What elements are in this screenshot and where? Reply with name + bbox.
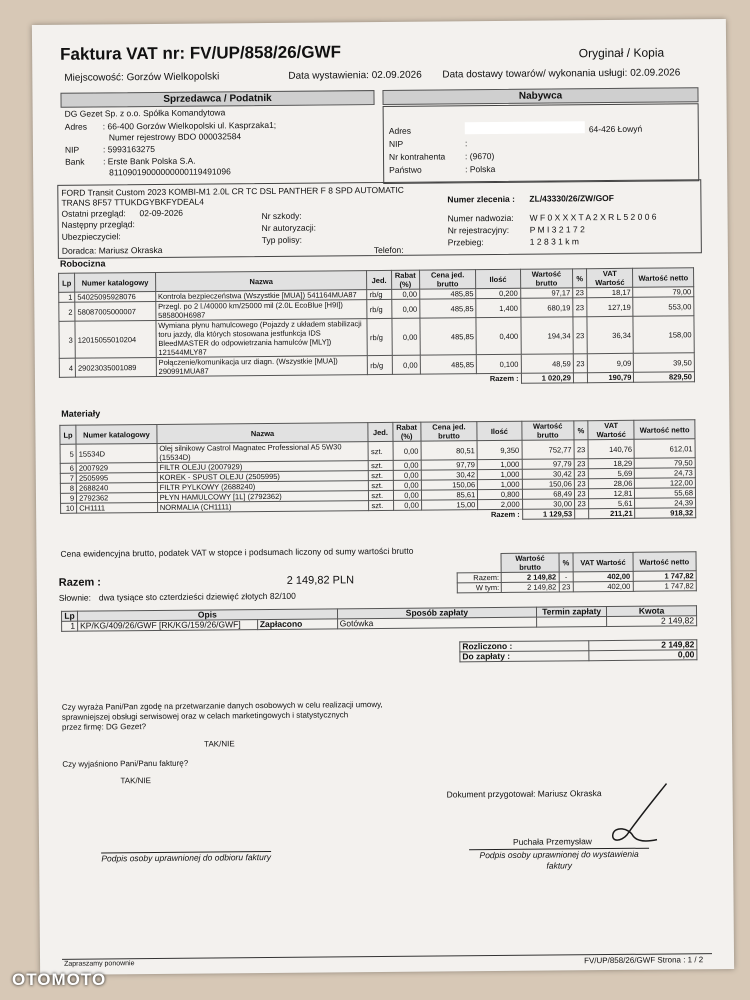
col-unit: Jed.	[368, 422, 392, 441]
materials-section-title: Materiały	[61, 408, 101, 419]
pay-amount: 2 149,82	[607, 616, 697, 627]
cell-pct: 23	[574, 469, 588, 479]
issuer-signature-line: Podpis osoby uprawnionej do wystawienia faktury	[469, 848, 649, 873]
cell-pct: 23	[574, 489, 588, 499]
cell-net: 158,00	[633, 316, 694, 354]
issuer-name: Puchała Przemysław	[512, 836, 592, 847]
cell-catalog: 2007929	[76, 462, 157, 473]
reg-number: P M I 3 2 1 7 2	[529, 224, 585, 235]
cell-name: Połączenie/komunikacja urz diagn. (Wszystkie [MUA]) 290991MUA87	[156, 356, 368, 377]
col-vat: VAT Wartość	[588, 420, 635, 439]
cell-unit: rb/g	[368, 355, 392, 374]
seller-bank: : Erste Bank Polska S.A.	[103, 155, 196, 167]
words-label: Słownie:	[58, 592, 92, 603]
table-row	[457, 581, 696, 593]
seller-account: 81109019000000000119491096	[109, 166, 231, 178]
cell-vat: 18,29	[588, 458, 634, 468]
payment-table	[61, 605, 697, 632]
materials-table	[59, 419, 696, 524]
pay-col-method: Sposób zapłaty	[337, 607, 537, 619]
invoice-sheet	[32, 19, 734, 975]
cell-discount: 0,00	[393, 460, 421, 470]
cell-net: 79,50	[635, 458, 696, 469]
cell-lp: 7	[60, 473, 76, 483]
cell-catalog: 12015055010204	[75, 320, 156, 358]
labor-table	[58, 267, 695, 388]
cell-discount: 0,00	[393, 500, 421, 510]
cell-qty: 0,800	[478, 489, 522, 499]
cell-pct: 23	[574, 479, 588, 489]
seller-address-label: Adres	[64, 121, 88, 132]
cell-qty: 2,000	[478, 499, 522, 509]
cell-price: 485,85	[420, 299, 477, 318]
cell-gross: 30,42	[522, 469, 574, 479]
cell-qty: 1,000	[477, 459, 521, 469]
cell-qty: 0,100	[477, 354, 522, 373]
cell-gross: 97,79	[522, 459, 574, 469]
vehicle-model-line2: TRANS 8F57 TTUKDGYBKFYDEAL4	[61, 196, 204, 208]
delivery-date: Data dostawy towarów/ wykonania usługi: 02.09.2026	[442, 67, 681, 81]
place: Miejscowość: Gorzów Wielkopolski	[64, 71, 220, 84]
settlement-table	[459, 639, 697, 662]
mileage-label: Przebieg:	[447, 237, 484, 248]
col-gross: Wartość brutto	[521, 421, 574, 440]
cell-lp: 6	[60, 463, 76, 473]
settled-label: Rozliczono :	[460, 641, 590, 652]
sum-net: 1 747,82	[633, 581, 697, 592]
col-catalog: Numer katalogowy	[75, 272, 156, 292]
cell-pct: 23	[573, 288, 587, 298]
pay-lp: 1	[62, 621, 78, 631]
cell-discount: 0,00	[391, 299, 419, 318]
cell-vat: 12,81	[589, 488, 635, 498]
cell-gross: 48,59	[521, 354, 574, 373]
col-pct: %	[574, 421, 588, 440]
buyer-box	[383, 103, 700, 184]
cell-lp: 9	[60, 493, 76, 503]
cell-net: 612,01	[634, 439, 695, 459]
seller-address-line1: : 66-400 Gorzów Wielkopolski ul. Kasprzaka1;	[102, 119, 277, 132]
cell-name: Kontrola bezpieczeństwa (Wszystkie [MUA]) 541164MUA87	[155, 290, 367, 302]
buyer-header: Nabywca	[382, 87, 698, 105]
cell-qty: 1,000	[478, 469, 522, 479]
footer-left: Zapraszamy ponownie	[64, 960, 135, 968]
cell-unit: szt.	[368, 441, 392, 460]
seller-header: Sprzedawca / Podatnik	[60, 90, 374, 108]
cell-discount: 0,00	[393, 490, 421, 500]
sum-col-gross: Wartość brutto	[501, 553, 558, 572]
next-review-label: Następny przegląd:	[61, 219, 135, 230]
last-review: 02-09-2026	[139, 207, 184, 219]
cell-vat: 5,69	[588, 468, 634, 478]
buyer-country: : Polska	[465, 164, 496, 175]
cell-qty: 1,400	[476, 298, 521, 317]
sum-row-label: Razem:	[457, 572, 501, 582]
vat-note: Cena ewidencyjna brutto, podatek VAT w stopce i podsumach liczony od sumy wartości brutto	[60, 545, 414, 559]
col-lp: Lp	[59, 273, 75, 292]
amount-in-words: dwa tysiące sto czterdzieści dziewięć złotych 82/100	[98, 590, 296, 603]
buyer-address: 64-426 Łowyń	[588, 123, 643, 135]
col-name: Nazwa	[155, 271, 367, 292]
cell-price: 15,00	[421, 500, 478, 510]
cell-price: 30,42	[421, 470, 478, 480]
cell-net: 55,68	[635, 488, 696, 499]
cell-catalog: 2505995	[76, 472, 157, 483]
sum-col-vat: VAT Wartość	[573, 552, 632, 572]
pay-col-amount: Kwota	[607, 606, 697, 617]
settled-amount: 2 149,82	[589, 640, 697, 651]
cell-name: KOREK - SPUST OLEJU (2505995)	[157, 471, 369, 483]
cell-unit: rb/g	[367, 318, 392, 355]
table-row	[59, 316, 694, 359]
handwritten-signature	[598, 779, 679, 850]
cell-name: FILTR PYLKOWY (2688240)	[157, 481, 369, 493]
table-row	[460, 650, 697, 662]
insurer-label: Ubezpieczyciel:	[61, 231, 121, 242]
col-lp: Lp	[60, 425, 76, 444]
cell-price: 485,85	[420, 289, 477, 299]
cell-pct: 23	[574, 440, 588, 459]
order-number: ZL/43330/26/ZW/GOF	[529, 192, 615, 204]
buyer-address-label: Adres	[388, 125, 412, 136]
cell-net: 39,50	[634, 353, 695, 373]
cell-vat: 5,61	[589, 498, 635, 508]
mileage: 1 2 8 3 1 k m	[529, 236, 579, 247]
seller-bank-label: Bank	[65, 156, 85, 167]
copy-label: Oryginał / Kopia	[578, 45, 665, 61]
cell-unit: rb/g	[367, 299, 391, 318]
pay-col-term: Termin zapłaty	[537, 607, 607, 618]
sum-col-pct: %	[558, 553, 573, 572]
vat-summary-table	[456, 551, 696, 593]
cell-gross: 150,06	[522, 479, 574, 489]
cell-discount: 0,00	[393, 470, 421, 480]
due-label: Do zapłaty :	[460, 651, 590, 662]
sum-net: 1 747,82	[633, 571, 697, 582]
cell-discount: 0,00	[393, 441, 421, 460]
col-price: Cena jed. brutto	[421, 422, 478, 441]
cell-qty: 0,400	[476, 317, 521, 354]
labor-total-vat: 190,79	[588, 372, 634, 382]
cell-discount: 0,00	[393, 480, 421, 490]
cell-net: 24,73	[635, 468, 696, 479]
cell-unit: szt.	[369, 500, 393, 510]
advisor: Doradca: Mariusz Okraska	[61, 244, 163, 256]
cell-unit: szt.	[369, 470, 393, 480]
vehicle-model-line1: FORD Transit Custom 2023 KOMBI-M1 2.0L CR TC DSL PANTHER F 8 SPD AUTOMATIC	[61, 184, 404, 198]
cell-lp: 4	[59, 358, 75, 377]
pay-status: Zapłacono	[257, 619, 337, 630]
receiver-signature-line: Podpis osoby uprawnionej do odbioru faktury	[101, 851, 271, 864]
sum-pct: 23	[559, 582, 574, 592]
cell-discount: 0,00	[392, 355, 420, 374]
order-label: Numer zlecenia :	[447, 193, 516, 205]
sum-gross: 2 149,82	[502, 572, 559, 582]
cell-price: 150,06	[421, 480, 478, 490]
cell-lp: 3	[59, 321, 75, 358]
cell-price: 80,51	[421, 441, 478, 460]
col-unit: Jed.	[367, 270, 391, 289]
cell-pct: 23	[573, 354, 587, 373]
cell-vat: 140,76	[588, 439, 635, 458]
cell-name: Wymiana płynu hamulcowego (Pojazdy z układem stabilizacji toru jazdy, dla których stosowana jestfunkcja IDS BleedMASTER do odpowietrzania hamulców [MLY]) 121544MLY87	[156, 319, 368, 358]
cell-catalog: CH1111	[77, 502, 158, 513]
sum-col-net: Wartość netto	[633, 552, 697, 572]
cell-lp: 2	[59, 302, 75, 321]
cell-net: 122,00	[635, 478, 696, 489]
materials-total-vat: 211,21	[589, 508, 635, 518]
sum-vat: 402,00	[574, 581, 633, 592]
vin-label: Numer nadwozia:	[447, 212, 514, 224]
cell-pct: 23	[573, 298, 587, 317]
cell-qty: 0,200	[476, 288, 520, 298]
col-discount: Rabat (%)	[391, 270, 419, 289]
consent-question-1a: Czy wyraża Pani/Pan zgodę na przetwarzanie danych osobowych w celu realizacji umowy,	[61, 700, 383, 712]
buyer-nip: :	[464, 138, 468, 149]
cell-net: 24,39	[635, 498, 696, 509]
cell-unit: szt.	[369, 480, 393, 490]
col-qty: Ilość	[477, 421, 522, 440]
col-catalog: Numer katalogowy	[76, 424, 157, 444]
cell-name: PŁYN HAMULCOWY [1L] (2792362)	[157, 491, 369, 503]
pay-col-desc: Opis	[77, 609, 337, 621]
cell-vat: 18,17	[587, 287, 633, 297]
cell-gross: 752,77	[522, 440, 575, 459]
cell-catalog: 15534D	[76, 443, 157, 463]
cell-vat: 28,06	[588, 478, 634, 488]
col-gross: Wartość brutto	[520, 269, 573, 288]
cell-pct: 23	[573, 317, 587, 354]
policy-label: Typ polisy:	[261, 234, 302, 246]
cell-vat: 9,09	[587, 353, 634, 372]
consent-answer-1: TAK/NIE	[204, 739, 235, 749]
grand-total-label: Razem :	[58, 576, 101, 589]
prepared-by: Dokument przygotował: Mariusz Okraska	[446, 788, 602, 800]
sum-pct: -	[559, 572, 574, 582]
consent-question-1b: sprawniejszej obsługi serwisowej oraz w celach marketingowych i statystycznych	[61, 710, 349, 722]
col-name: Nazwa	[157, 423, 369, 444]
labor-total-gross: 1 020,29	[521, 373, 573, 383]
seller-name: DG Gezet Sp. z o.o. Spółka Komandytowa	[64, 107, 226, 119]
damage-label: Nr szkody:	[261, 210, 302, 222]
issue-date: Data wystawienia: 02.09.2026	[288, 69, 422, 82]
cell-gross: 30,00	[522, 499, 574, 509]
cell-lp: 8	[60, 483, 76, 493]
cell-price: 485,85	[420, 318, 477, 355]
consent-question-2: Czy wyjaśniono Pani/Panu fakturę?	[62, 758, 189, 769]
labor-section-title: Robocizna	[59, 258, 106, 269]
footer-page: FV/UP/858/26/GWF Strona : 1 / 2	[584, 955, 704, 966]
invoice-title: Faktura VAT nr: FV/UP/858/26/GWF	[60, 42, 342, 64]
col-net: Wartość netto	[633, 268, 694, 288]
cell-lp: 1	[59, 292, 75, 302]
col-discount: Rabat (%)	[392, 422, 420, 441]
last-review-label: Ostatni przegląd:	[61, 208, 126, 219]
cell-name: Olej silnikowy Castrol Magnatec Professional A5 5W30 (15534D)	[157, 442, 369, 463]
sum-row-label: W tym:	[457, 582, 501, 592]
cell-unit: rb/g	[367, 289, 391, 299]
buyer-contractor-label: Nr kontrahenta	[388, 151, 446, 162]
cell-lp: 10	[61, 503, 77, 513]
col-net: Wartość netto	[634, 420, 695, 440]
cell-pct: 23	[575, 499, 589, 509]
labor-total-label: Razem :	[489, 374, 519, 384]
cell-catalog: 2688240	[76, 482, 157, 493]
materials-total-label: Razem :	[490, 510, 520, 520]
cell-catalog: 58087005000007	[75, 301, 156, 321]
col-pct: %	[573, 269, 587, 288]
materials-total-net: 918,32	[635, 508, 696, 519]
cell-vat: 36,34	[587, 316, 634, 353]
cell-net: 553,00	[633, 297, 694, 317]
sum-vat: 402,00	[573, 571, 632, 582]
cell-lp: 5	[60, 444, 76, 463]
cell-discount: 0,00	[392, 318, 421, 355]
cell-gross: 194,34	[521, 317, 574, 354]
col-vat: VAT Wartość	[587, 268, 634, 287]
cell-pct: 23	[574, 459, 588, 469]
cell-catalog: 29023035001089	[75, 357, 156, 377]
seller-address-line2: Numer rejestrowy BDO 000032584	[108, 131, 242, 143]
seller-nip-label: NIP	[64, 144, 80, 155]
labor-total-net: 829,50	[634, 372, 695, 383]
cell-gross: 680,19	[520, 298, 573, 317]
grand-total: 2 149,82 PLN	[286, 574, 355, 587]
buyer-nip-label: NIP	[388, 138, 404, 149]
pay-desc: KP/KG/409/26/GWF [RK/KG/159/26/GWF]	[78, 620, 258, 632]
materials-total-gross: 1 129,53	[522, 509, 574, 519]
cell-price: 97,79	[421, 460, 478, 470]
buyer-contractor: : (9670)	[464, 151, 495, 162]
redacted-address	[465, 121, 585, 134]
otomoto-watermark-logo: OTOMOTO	[12, 970, 107, 989]
seller-nip: : 5993163275	[102, 143, 155, 155]
cell-price: 485,85	[420, 355, 477, 374]
cell-unit: szt.	[369, 490, 393, 500]
consent-question-1c: przez firmę: DG Gezet?	[61, 722, 147, 732]
cell-catalog: 54025095928076	[75, 291, 156, 302]
cell-name: FILTR OLEJU (2007929)	[157, 461, 369, 473]
vin: W F 0 X X X T A 2 X R L 5 2 0 0 6	[529, 211, 657, 223]
reg-label: Nr rejestracyjny:	[447, 224, 510, 236]
buyer-country-label: Państwo	[389, 164, 422, 175]
cell-unit: szt.	[369, 460, 393, 470]
phone-label: Telefon:	[373, 244, 404, 256]
vat-summary-header	[457, 552, 696, 573]
cell-gross: 68,49	[522, 489, 574, 499]
consent-answer-2: TAK/NIE	[120, 776, 152, 786]
due-amount: 0,00	[589, 650, 697, 661]
cell-discount: 0,00	[391, 289, 419, 299]
cell-price: 85,61	[421, 490, 478, 500]
cell-catalog: 2792362	[77, 492, 158, 503]
cell-qty: 9,350	[477, 440, 522, 459]
cell-vat: 127,19	[587, 297, 634, 316]
sum-gross: 2 149,82	[502, 582, 559, 592]
cell-net: 79,00	[633, 287, 694, 298]
cell-name: Przegl. po 2 l./40000 km/25000 mil (2.0L EcoBlue [H9I]) 585800H6987	[156, 300, 368, 321]
auth-label: Nr autoryzacji:	[261, 222, 317, 234]
col-price: Cena jed. brutto	[419, 270, 476, 289]
pay-col-lp: Lp	[61, 611, 77, 621]
cell-name: NORMALIA (CH1111)	[157, 501, 369, 513]
pay-method: Gotówka	[337, 617, 537, 629]
col-qty: Ilość	[476, 269, 521, 288]
cell-gross: 97,17	[520, 288, 572, 298]
cell-qty: 1,000	[478, 479, 522, 489]
